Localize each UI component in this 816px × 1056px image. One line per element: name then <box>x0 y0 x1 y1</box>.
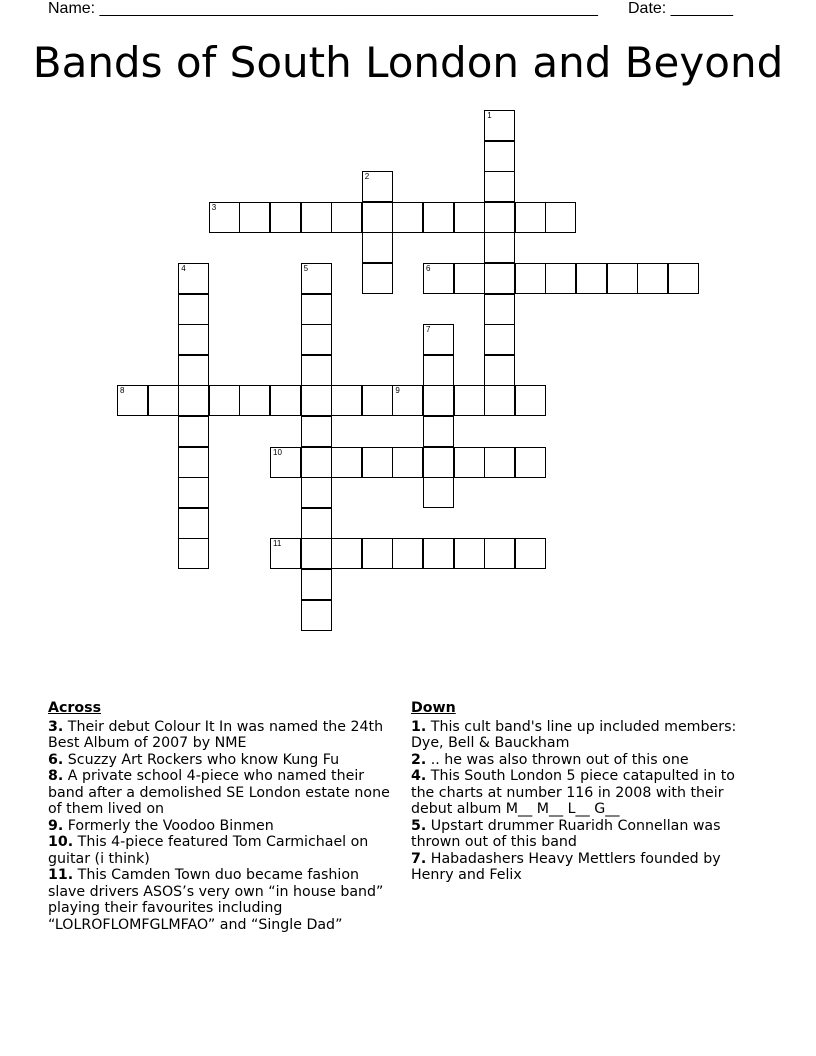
clue-number: 3. <box>48 718 64 735</box>
grid-cell[interactable] <box>331 202 362 233</box>
clue-text: This Camden Town duo became fashion slave drivers ASOS’s very own “in house band” playing their favourites including “LOLROFLOMFGLMFAO” and “Single Dad” <box>48 867 384 933</box>
across-clue <box>48 768 393 818</box>
grid-cell[interactable] <box>362 385 393 416</box>
clue-number-label: 6 <box>426 264 431 273</box>
grid-cell[interactable] <box>392 538 423 569</box>
down-clue <box>411 752 756 769</box>
grid-cell[interactable] <box>331 447 362 478</box>
grid-cell[interactable] <box>209 385 240 416</box>
grid-cell[interactable] <box>545 263 576 294</box>
grid-cell[interactable] <box>484 385 515 416</box>
grid-cell[interactable] <box>362 538 393 569</box>
grid-cell[interactable] <box>239 385 270 416</box>
clue-text: This South London 5 piece catapulted in to the charts at number 116 in 2008 with their debut album M__ M__ L__ G__ <box>411 768 735 817</box>
grid-cell[interactable] <box>270 385 301 416</box>
across-heading: Across <box>48 700 102 716</box>
grid-cell[interactable] <box>484 202 515 233</box>
grid-cell[interactable] <box>515 385 546 416</box>
down-clue <box>411 719 756 752</box>
grid-cell[interactable] <box>423 385 454 416</box>
grid-cell[interactable] <box>270 538 301 569</box>
clue-number: 1. <box>411 718 427 735</box>
grid-cell[interactable] <box>423 355 454 386</box>
clue-number-label: 11 <box>273 539 282 549</box>
grid-cell[interactable] <box>362 202 393 233</box>
clue-number-label: 2 <box>364 172 370 182</box>
grid-cell[interactable] <box>484 538 515 569</box>
grid-cell[interactable] <box>515 538 546 569</box>
grid-cell[interactable] <box>362 447 393 478</box>
grid-cell[interactable] <box>362 263 393 294</box>
across-clue-list <box>48 719 393 934</box>
grid-cell[interactable] <box>668 263 699 294</box>
grid-cell[interactable] <box>484 141 515 172</box>
clue-text: Scuzzy Art Rockers who know Kung Fu <box>67 751 340 768</box>
down-clue <box>411 818 756 851</box>
across-clue <box>48 752 393 769</box>
grid-cell[interactable] <box>545 202 576 233</box>
clue-number-label: 5 <box>303 264 309 273</box>
name-field[interactable]: Name: ________________________________________________________ <box>48 0 598 17</box>
grid-cell[interactable] <box>392 385 423 416</box>
clue-number: 8. <box>48 768 64 784</box>
grid-cell[interactable] <box>484 294 515 325</box>
down-clue-list <box>411 719 756 884</box>
clue-number: 2. <box>411 751 427 768</box>
clue-number-label: 8 <box>120 386 125 396</box>
grid-cell[interactable] <box>423 324 454 355</box>
clue-number-label: 7 <box>426 325 431 335</box>
across-clue <box>48 834 393 867</box>
clue-number-label: 3 <box>211 202 217 212</box>
clue-text: A private school 4-piece who named their band after a demolished SE London estate none of them lived on <box>48 768 390 817</box>
grid-cell[interactable] <box>484 110 515 141</box>
down-clue <box>411 851 756 884</box>
grid-cell[interactable] <box>423 416 454 447</box>
grid-cell[interactable] <box>301 508 332 539</box>
grid-cell[interactable] <box>454 385 485 416</box>
grid-cell[interactable] <box>301 324 332 355</box>
grid-cell[interactable] <box>362 232 393 263</box>
clue-number: 7. <box>411 850 427 867</box>
grid-cell[interactable] <box>301 600 332 631</box>
grid-cell[interactable] <box>484 355 515 386</box>
grid-cell[interactable] <box>392 447 423 478</box>
grid-cell[interactable] <box>515 202 546 233</box>
puzzle-title: Bands of South London and Beyond <box>32 38 784 87</box>
grid-cell[interactable] <box>423 447 454 478</box>
grid-cell[interactable] <box>423 538 454 569</box>
clue-number: 11. <box>48 867 74 883</box>
grid-cell[interactable] <box>301 416 332 447</box>
grid-cell[interactable] <box>178 447 209 478</box>
grid-cell[interactable] <box>484 263 515 294</box>
grid-cell[interactable] <box>454 538 485 569</box>
grid-cell[interactable] <box>270 202 301 233</box>
grid-cell[interactable] <box>423 202 454 233</box>
clue-text: Formerly the Voodoo Binmen <box>67 817 274 834</box>
grid-cell[interactable] <box>301 538 332 569</box>
down-heading: Down <box>411 700 456 716</box>
clue-number: 10. <box>48 834 74 850</box>
grid-cell[interactable] <box>484 324 515 355</box>
across-clue <box>48 719 393 752</box>
grid-cell[interactable] <box>607 263 638 294</box>
grid-cell[interactable] <box>331 385 362 416</box>
clue-number-label: 9 <box>395 386 400 396</box>
grid-cell[interactable] <box>637 263 668 294</box>
clue-number: 5. <box>411 817 427 834</box>
grid-cell[interactable] <box>209 202 240 233</box>
grid-cell[interactable] <box>178 324 209 355</box>
grid-cell[interactable] <box>423 263 454 294</box>
grid-cell[interactable] <box>301 355 332 386</box>
grid-cell[interactable] <box>362 171 393 202</box>
grid-cell[interactable] <box>178 294 209 325</box>
grid-cell[interactable] <box>178 355 209 386</box>
grid-cell[interactable] <box>392 202 423 233</box>
grid-cell[interactable] <box>576 263 607 294</box>
grid-cell[interactable] <box>301 385 332 416</box>
grid-cell[interactable] <box>178 538 209 569</box>
grid-cell[interactable] <box>454 263 485 294</box>
clue-text: This cult band's line up included members: Dye, Bell & Bauckham <box>411 718 737 751</box>
grid-cell[interactable] <box>484 447 515 478</box>
clue-number-label: 10 <box>273 447 282 457</box>
grid-cell[interactable] <box>178 477 209 508</box>
down-clues <box>411 700 756 884</box>
clue-text: This 4-piece featured Tom Carmichael on guitar (i think) <box>48 834 369 867</box>
across-clues <box>48 700 393 933</box>
grid-cell[interactable] <box>484 171 515 202</box>
grid-cell[interactable] <box>454 202 485 233</box>
date-field[interactable]: Date: _______ <box>628 0 733 17</box>
grid-cell[interactable] <box>178 385 209 416</box>
grid-cell[interactable] <box>423 477 454 508</box>
grid-cell[interactable] <box>515 263 546 294</box>
grid-cell[interactable] <box>515 447 546 478</box>
grid-cell[interactable] <box>301 447 332 478</box>
clue-number: 4. <box>411 768 427 784</box>
grid-cell[interactable] <box>178 263 209 294</box>
grid-cell[interactable] <box>484 232 515 263</box>
clue-number: 6. <box>48 751 64 768</box>
across-clue <box>48 867 393 933</box>
down-clue <box>411 768 756 818</box>
grid-cell[interactable] <box>301 202 332 233</box>
grid-cell[interactable] <box>301 569 332 600</box>
clue-number-label: 4 <box>181 264 186 273</box>
clue-text: Their debut Colour It In was named the 24th Best Album of 2007 by NME <box>48 718 384 751</box>
across-clue <box>48 818 393 835</box>
grid-cell[interactable] <box>301 294 332 325</box>
clue-text: .. he was also thrown out of this one <box>430 751 689 768</box>
clue-number: 9. <box>48 817 64 834</box>
grid-cell[interactable] <box>148 385 179 416</box>
grid-cell[interactable] <box>117 385 148 416</box>
grid-cell[interactable] <box>301 263 332 294</box>
grid-cell[interactable] <box>270 447 301 478</box>
grid-cell[interactable] <box>331 538 362 569</box>
grid-cell[interactable] <box>454 447 485 478</box>
clue-text: Upstart drummer Ruaridh Connellan was thrown out of this band <box>411 817 721 850</box>
clue-number-label: 1 <box>487 111 492 120</box>
clue-text: Habadashers Heavy Mettlers founded by Henry and Felix <box>411 850 721 883</box>
grid-cell[interactable] <box>301 477 332 508</box>
grid-cell[interactable] <box>178 416 209 447</box>
grid-cell[interactable] <box>178 508 209 539</box>
grid-cell[interactable] <box>239 202 270 233</box>
